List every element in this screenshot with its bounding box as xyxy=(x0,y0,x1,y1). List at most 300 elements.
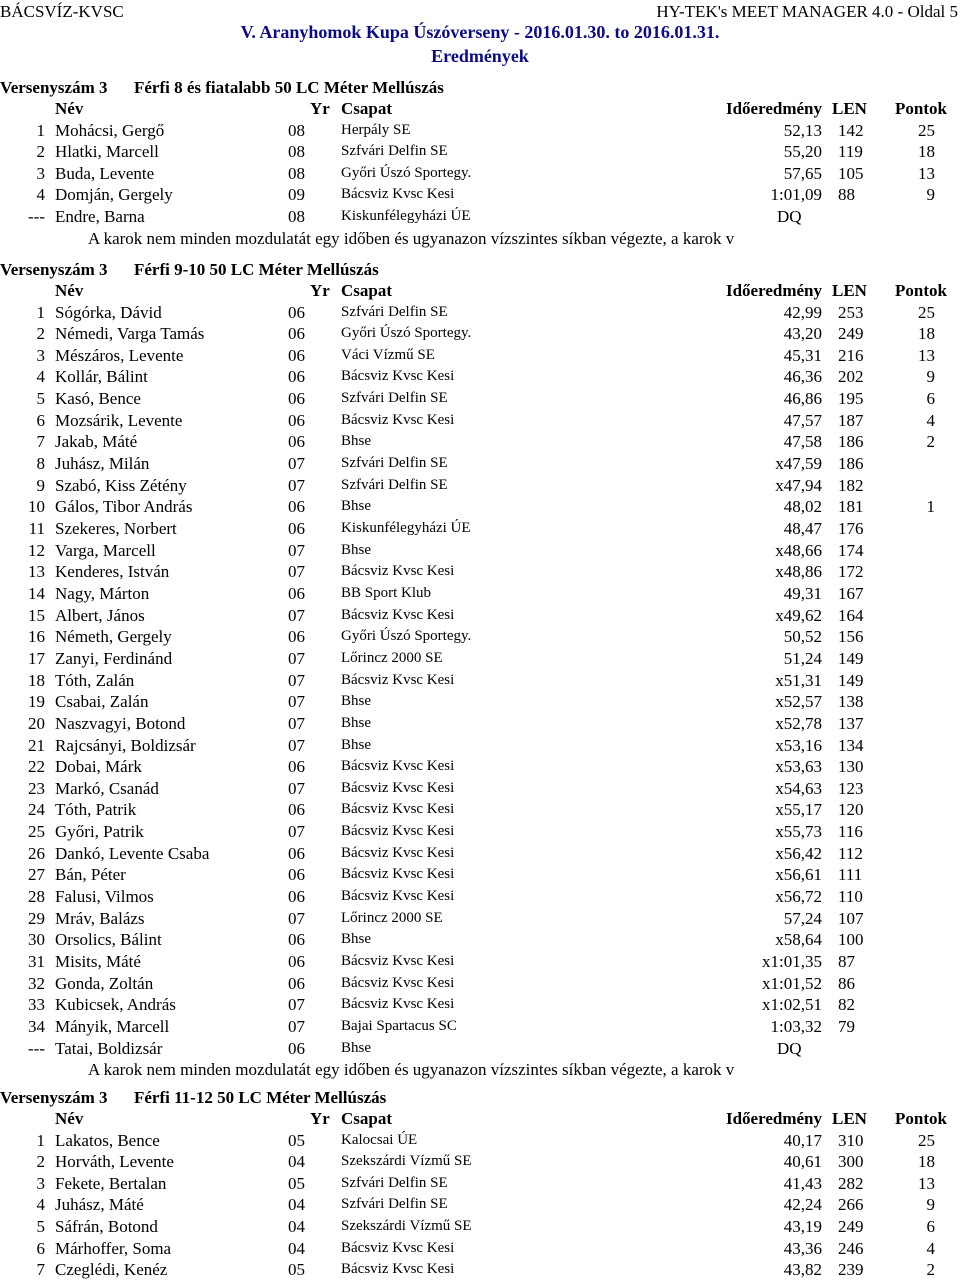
cell-name: Dankó, Levente Csaba xyxy=(55,843,210,863)
cell-len: 300 xyxy=(838,1152,864,1172)
cell-place: 4 xyxy=(36,185,45,205)
cell-len: 149 xyxy=(838,670,864,690)
cell-len: 172 xyxy=(838,562,864,582)
column-header-len: LEN xyxy=(832,1109,867,1128)
cell-len: 156 xyxy=(838,627,864,647)
cell-place: 17 xyxy=(28,648,45,668)
cell-yr: 06 xyxy=(288,583,305,603)
cell-len: 134 xyxy=(838,735,864,755)
cell-len: 149 xyxy=(838,648,864,668)
cell-time: x48,86 xyxy=(775,562,822,582)
cell-place: 1 xyxy=(36,1130,45,1150)
cell-time: x55,17 xyxy=(775,800,822,820)
cell-place: 4 xyxy=(36,367,45,387)
cell-time: 43,20 xyxy=(783,324,822,344)
cell-yr: 06 xyxy=(288,432,305,452)
cell-place: 19 xyxy=(28,692,45,712)
cell-name: Albert, János xyxy=(55,605,145,625)
cell-len: 187 xyxy=(838,410,864,430)
cell-points: 13 xyxy=(918,1173,935,1193)
result-row xyxy=(0,649,960,670)
cell-place: 15 xyxy=(28,605,45,625)
cell-name: Gonda, Zoltán xyxy=(55,973,154,993)
cell-time: 46,86 xyxy=(783,389,822,409)
cell-team: Bácsviz Kvsc Kesi xyxy=(341,844,455,861)
cell-team: Bácsviz Kvsc Kesi xyxy=(341,779,455,796)
cell-points: 18 xyxy=(918,142,935,162)
cell-name: Jakab, Máté xyxy=(55,432,138,452)
cell-time: 57,65 xyxy=(783,163,822,183)
cell-len: 87 xyxy=(838,952,855,971)
cell-len: 107 xyxy=(838,908,864,928)
cell-place: 3 xyxy=(36,163,45,183)
cell-team: Bácsviz Kvsc Kesi xyxy=(341,953,455,969)
cell-name: Németh, Gergely xyxy=(55,627,172,647)
result-row xyxy=(0,497,960,518)
cell-place: 16 xyxy=(28,627,45,647)
cell-time: x56,72 xyxy=(775,887,822,907)
cell-team: Bhse xyxy=(341,498,371,515)
cell-time: x51,31 xyxy=(775,670,822,690)
cell-time: x53,63 xyxy=(775,757,822,777)
cell-name: Dobai, Márk xyxy=(55,757,142,777)
result-row xyxy=(0,974,960,995)
cell-yr: 07 xyxy=(288,735,305,755)
column-header-name: Név xyxy=(55,99,84,118)
cell-yr: 07 xyxy=(288,778,305,798)
cell-team: Szfvári Delfin SE xyxy=(341,1196,448,1213)
event-header xyxy=(0,78,444,98)
cell-team: Győri Úszó Sportegy. xyxy=(341,628,472,645)
column-header-time: Időeredmény xyxy=(725,281,822,300)
cell-team: Bácsviz Kvsc Kesi xyxy=(341,671,455,688)
cell-len: 82 xyxy=(838,995,855,1015)
column-header-time: Időeredmény xyxy=(725,99,822,118)
cell-yr: 09 xyxy=(288,185,305,205)
cell-place: --- xyxy=(28,207,45,227)
cell-points: 4 xyxy=(926,410,935,430)
column-header-len: LEN xyxy=(832,281,867,300)
cell-place: 5 xyxy=(36,1217,45,1237)
cell-place: 11 xyxy=(28,519,45,538)
cell-len: 266 xyxy=(838,1195,864,1215)
cell-len: 119 xyxy=(838,142,863,162)
cell-place: 10 xyxy=(28,497,45,517)
cell-time: x56,42 xyxy=(775,843,822,863)
cell-yr: 04 xyxy=(288,1217,305,1237)
cell-team: Bácsviz Kvsc Kesi xyxy=(341,368,455,385)
cell-team: Bhse xyxy=(341,714,371,731)
event-number: Versenyszám 3 xyxy=(0,1088,108,1107)
cell-len: 249 xyxy=(838,1217,864,1237)
result-row xyxy=(0,207,960,228)
cell-time: 48,02 xyxy=(783,497,822,517)
cell-name: Endre, Barna xyxy=(55,207,145,227)
cell-team: Váci Vízmű SE xyxy=(341,346,435,363)
result-row xyxy=(0,865,960,886)
result-row xyxy=(0,1195,960,1216)
column-header-name: Név xyxy=(55,281,84,300)
cell-time: 41,43 xyxy=(783,1173,822,1193)
note-text: A karok nem minden mozdulatát egy időben és ugyanazon vízszintes síkban végezte, a karok v xyxy=(88,228,735,248)
cell-len: 79 xyxy=(838,1016,855,1036)
result-row xyxy=(0,1217,960,1238)
column-header-len: LEN xyxy=(832,99,867,118)
cell-name: Tóth, Patrik xyxy=(55,800,137,820)
cell-yr: 06 xyxy=(288,757,305,777)
cell-yr: 08 xyxy=(288,142,305,162)
cell-yr: 07 xyxy=(288,908,305,928)
cell-team: Kiskunfélegyházi ÚE xyxy=(341,520,471,536)
cell-yr: 05 xyxy=(288,1130,305,1150)
cell-time: x1:01,52 xyxy=(762,973,822,993)
cell-points: 18 xyxy=(918,324,935,344)
cell-team: Győri Úszó Sportegy. xyxy=(341,164,472,181)
cell-yr: 06 xyxy=(288,367,305,387)
cell-place: 3 xyxy=(36,1173,45,1193)
cell-len: 310 xyxy=(838,1130,864,1150)
cell-yr: 06 xyxy=(288,887,305,907)
cell-team: Herpály SE xyxy=(341,121,411,138)
result-row xyxy=(0,736,960,757)
cell-team: Bhse xyxy=(341,541,371,558)
cell-place: 32 xyxy=(28,973,45,993)
column-header-name: Név xyxy=(55,1109,84,1128)
cell-time: x48,66 xyxy=(775,540,822,560)
cell-name: Győri, Patrik xyxy=(55,822,144,842)
cell-place: 30 xyxy=(28,930,45,950)
result-row xyxy=(0,800,960,821)
cell-name: Naszvagyi, Botond xyxy=(55,713,186,733)
cell-place: 2 xyxy=(36,142,45,162)
cell-team: Bácsviz Kvsc Kesi xyxy=(341,996,455,1013)
cell-place: 34 xyxy=(28,1016,45,1036)
cell-place: 2 xyxy=(36,1152,45,1172)
cell-time: 42,99 xyxy=(783,302,822,322)
cell-len: 100 xyxy=(838,930,864,950)
cell-place: 4 xyxy=(36,1195,45,1215)
column-header-points: Pontok xyxy=(895,281,947,300)
result-row xyxy=(0,432,960,453)
cell-place: 21 xyxy=(28,735,45,755)
cell-yr: 06 xyxy=(288,952,305,971)
result-row xyxy=(0,1174,960,1195)
cell-name: Némedi, Varga Tamás xyxy=(55,324,205,344)
cell-name: Tatai, Boldizsár xyxy=(55,1038,163,1058)
cell-team: Szfvári Delfin SE xyxy=(341,390,448,407)
cell-place: 20 xyxy=(28,713,45,733)
column-header-row xyxy=(0,281,960,302)
cell-yr: 06 xyxy=(288,389,305,409)
cell-place: 9 xyxy=(36,475,45,495)
cell-time: x49,62 xyxy=(775,605,822,625)
cell-time: 57,24 xyxy=(783,908,822,928)
cell-yr: 06 xyxy=(288,410,305,430)
cell-time: DQ xyxy=(777,207,802,227)
cell-yr: 05 xyxy=(288,1173,305,1193)
cell-time: x52,78 xyxy=(775,713,822,733)
cell-name: Márhoffer, Soma xyxy=(55,1238,172,1258)
cell-yr: 06 xyxy=(288,973,305,993)
cell-time: 45,31 xyxy=(783,345,822,365)
cell-name: Tóth, Zalán xyxy=(55,670,135,690)
result-row xyxy=(0,1017,960,1038)
cell-points: 4 xyxy=(926,1238,935,1258)
org-name: BÁCSVÍZ-KVSC xyxy=(0,2,124,21)
cell-place: 27 xyxy=(28,865,45,885)
cell-yr: 06 xyxy=(288,324,305,344)
cell-time: 46,36 xyxy=(783,367,822,387)
cell-yr: 07 xyxy=(288,562,305,582)
cell-len: 253 xyxy=(838,302,864,322)
cell-yr: 06 xyxy=(288,865,305,885)
cell-yr: 06 xyxy=(288,800,305,820)
cell-name: Juhász, Milán xyxy=(55,454,150,474)
result-row xyxy=(0,757,960,778)
result-row xyxy=(0,627,960,648)
cell-len: 142 xyxy=(838,120,864,140)
cell-len: 105 xyxy=(838,163,864,183)
cell-name: Mészáros, Levente xyxy=(55,345,184,365)
cell-name: Rajcsányi, Boldizsár xyxy=(55,735,196,755)
cell-yr: 06 xyxy=(288,930,305,950)
cell-team: Bhse xyxy=(341,1039,371,1056)
cell-len: 195 xyxy=(838,389,864,409)
cell-points: 6 xyxy=(926,389,935,409)
cell-points: 9 xyxy=(926,367,935,387)
cell-team: Szfvári Delfin SE xyxy=(341,476,448,493)
cell-len: 116 xyxy=(838,822,863,842)
cell-name: Bán, Péter xyxy=(55,865,126,885)
cell-len: 137 xyxy=(838,713,864,733)
cell-points: 9 xyxy=(926,185,935,205)
result-row xyxy=(0,121,960,142)
cell-time: x1:01,35 xyxy=(762,952,822,971)
cell-name: Buda, Levente xyxy=(55,163,155,183)
cell-time: 43,36 xyxy=(783,1238,822,1258)
event-title: Férfi 9-10 50 LC Méter Mellúszás xyxy=(134,260,379,279)
cell-name: Markó, Csanád xyxy=(55,778,159,798)
cell-name: Mráv, Balázs xyxy=(55,908,145,928)
cell-team: Bácsviz Kvsc Kesi xyxy=(341,974,455,991)
meet-title: V. Aranyhomok Kupa Úszóverseny - 2016.01.30. to 2016.01.31. xyxy=(240,22,720,42)
cell-points: 25 xyxy=(918,120,935,140)
result-row xyxy=(0,909,960,930)
event-title: Férfi 11-12 50 LC Méter Mellúszás xyxy=(134,1088,387,1107)
cell-name: Szekeres, Norbert xyxy=(55,519,177,538)
cell-len: 239 xyxy=(838,1260,864,1280)
cell-yr: 07 xyxy=(288,648,305,668)
cell-yr: 06 xyxy=(288,843,305,863)
cell-len: 110 xyxy=(838,887,863,907)
cell-time: x58,64 xyxy=(775,930,822,950)
result-row xyxy=(0,519,960,540)
cell-name: Misits, Máté xyxy=(55,952,141,971)
cell-place: 29 xyxy=(28,908,45,928)
cell-team: Szfvári Delfin SE xyxy=(341,455,448,472)
cell-yr: 07 xyxy=(288,995,305,1015)
cell-team: Bácsviz Kvsc Kesi xyxy=(341,866,455,883)
cell-len: 216 xyxy=(838,345,864,365)
result-row xyxy=(0,714,960,735)
result-row xyxy=(0,844,960,865)
cell-name: Nagy, Márton xyxy=(55,583,150,603)
result-row xyxy=(0,606,960,627)
cell-name: Csabai, Zalán xyxy=(55,692,149,712)
cell-team: Szfvári Delfin SE xyxy=(341,1174,448,1191)
cell-team: Kalocsai ÚE xyxy=(341,1131,418,1148)
cell-name: Hlatki, Marcell xyxy=(55,142,159,162)
cell-time: 43,82 xyxy=(783,1260,822,1280)
cell-points: 13 xyxy=(918,163,935,183)
disqualification-note xyxy=(0,229,960,250)
event-number: Versenyszám 3 xyxy=(0,78,108,97)
cell-team: Bácsviz Kvsc Kesi xyxy=(341,823,455,840)
cell-team: Bhse xyxy=(341,693,371,710)
cell-len: 186 xyxy=(838,454,864,474)
cell-time: 48,47 xyxy=(783,519,822,538)
result-row xyxy=(0,1039,960,1060)
result-row xyxy=(0,346,960,367)
cell-yr: 06 xyxy=(288,627,305,647)
cell-name: Czeglédi, Kenéz xyxy=(55,1260,168,1280)
result-row xyxy=(0,692,960,713)
cell-name: Mozsárik, Levente xyxy=(55,410,183,430)
cell-yr: 08 xyxy=(288,163,305,183)
cell-time: x47,59 xyxy=(775,454,822,474)
cell-yr: 06 xyxy=(288,302,305,322)
software-page-label: HY-TEK's MEET MANAGER 4.0 - Oldal 5 xyxy=(656,2,958,21)
cell-len: 282 xyxy=(838,1173,864,1193)
cell-team: Szfvári Delfin SE xyxy=(341,143,448,160)
column-header-team: Csapat xyxy=(341,99,393,118)
column-header-yr: Yr xyxy=(310,281,330,300)
cell-len: 174 xyxy=(838,540,864,560)
results-label: Eredmények xyxy=(431,46,529,66)
result-row xyxy=(0,671,960,692)
cell-team: Bácsviz Kvsc Kesi xyxy=(341,801,455,818)
cell-name: Sáfrán, Botond xyxy=(55,1217,158,1237)
result-row xyxy=(0,185,960,206)
cell-time: x1:02,51 xyxy=(762,995,822,1015)
cell-time: 52,13 xyxy=(783,120,822,140)
event-number: Versenyszám 3 xyxy=(0,260,108,279)
result-row xyxy=(0,1152,960,1173)
cell-name: Domján, Gergely xyxy=(55,185,173,205)
result-row xyxy=(0,1239,960,1260)
cell-team: Bácsviz Kvsc Kesi xyxy=(341,411,455,428)
cell-len: 86 xyxy=(838,973,855,993)
cell-yr: 05 xyxy=(288,1260,305,1280)
cell-place: 1 xyxy=(36,302,45,322)
cell-points: 25 xyxy=(918,302,935,322)
cell-team: Kiskunfélegyházi ÚE xyxy=(341,208,471,225)
result-row xyxy=(0,142,960,163)
column-header-time: Időeredmény xyxy=(725,1109,822,1128)
cell-yr: 04 xyxy=(288,1152,305,1172)
cell-place: --- xyxy=(28,1038,45,1058)
cell-len: 167 xyxy=(838,583,864,603)
cell-time: 1:03,32 xyxy=(770,1016,822,1036)
column-header-yr: Yr xyxy=(310,99,330,118)
cell-len: 181 xyxy=(838,497,864,517)
cell-name: Fekete, Bertalan xyxy=(55,1173,167,1193)
cell-points: 13 xyxy=(918,345,935,365)
cell-len: 186 xyxy=(838,432,864,452)
cell-yr: 04 xyxy=(288,1195,305,1215)
cell-time: x54,63 xyxy=(775,778,822,798)
cell-yr: 07 xyxy=(288,475,305,495)
cell-len: 138 xyxy=(838,692,864,712)
cell-name: Gálos, Tibor András xyxy=(55,497,193,517)
cell-place: 8 xyxy=(36,454,45,474)
cell-team: Lőrincz 2000 SE xyxy=(341,649,443,666)
result-row xyxy=(0,995,960,1016)
cell-place: 6 xyxy=(36,410,45,430)
cell-len: 164 xyxy=(838,605,864,625)
cell-team: Bácsviz Kvsc Kesi xyxy=(341,888,455,905)
cell-time: 50,52 xyxy=(783,627,822,647)
cell-points: 6 xyxy=(926,1217,935,1237)
cell-yr: 07 xyxy=(288,454,305,474)
cell-team: Szfvári Delfin SE xyxy=(341,303,448,320)
cell-place: 3 xyxy=(36,345,45,365)
result-row xyxy=(0,367,960,388)
cell-time: 47,58 xyxy=(783,432,822,452)
result-row xyxy=(0,930,960,951)
cell-time: 55,20 xyxy=(783,142,822,162)
result-row xyxy=(0,779,960,800)
cell-place: 7 xyxy=(36,1260,45,1280)
cell-place: 23 xyxy=(28,778,45,798)
cell-time: 40,61 xyxy=(783,1152,822,1172)
cell-points: 18 xyxy=(918,1152,935,1172)
cell-time: DQ xyxy=(777,1038,802,1058)
cell-team: Bácsviz Kvsc Kesi xyxy=(341,563,455,580)
cell-place: 7 xyxy=(36,432,45,452)
cell-len: 176 xyxy=(838,519,864,538)
note-text: A karok nem minden mozdulatát egy időben és ugyanazon vízszintes síkban végezte, a karok v xyxy=(88,1060,735,1080)
result-row xyxy=(0,324,960,345)
cell-points: 25 xyxy=(918,1130,935,1150)
cell-team: Bajai Spartacus SC xyxy=(341,1017,457,1034)
column-header-row xyxy=(0,99,960,120)
cell-name: Juhász, Máté xyxy=(55,1195,144,1215)
cell-place: 26 xyxy=(28,843,45,863)
cell-name: Szabó, Kiss Zétény xyxy=(55,475,187,495)
cell-name: Kollár, Bálint xyxy=(55,367,148,387)
cell-time: 47,57 xyxy=(783,410,822,430)
cell-yr: 06 xyxy=(288,1038,305,1058)
cell-place: 1 xyxy=(36,120,45,140)
cell-time: x56,61 xyxy=(775,865,822,885)
column-header-points: Pontok xyxy=(895,99,947,118)
cell-yr: 06 xyxy=(288,497,305,517)
column-header-points: Pontok xyxy=(895,1109,947,1128)
cell-place: 13 xyxy=(28,562,45,582)
result-row xyxy=(0,164,960,185)
cell-yr: 07 xyxy=(288,692,305,712)
cell-name: Zanyi, Ferdinánd xyxy=(55,648,173,668)
cell-time: 42,24 xyxy=(783,1195,822,1215)
cell-time: 1:01,09 xyxy=(770,185,822,205)
cell-yr: 04 xyxy=(288,1238,305,1258)
cell-yr: 06 xyxy=(288,519,305,538)
cell-yr: 08 xyxy=(288,120,305,140)
result-row xyxy=(0,454,960,475)
cell-place: 14 xyxy=(28,583,45,603)
cell-len: 182 xyxy=(838,475,864,495)
